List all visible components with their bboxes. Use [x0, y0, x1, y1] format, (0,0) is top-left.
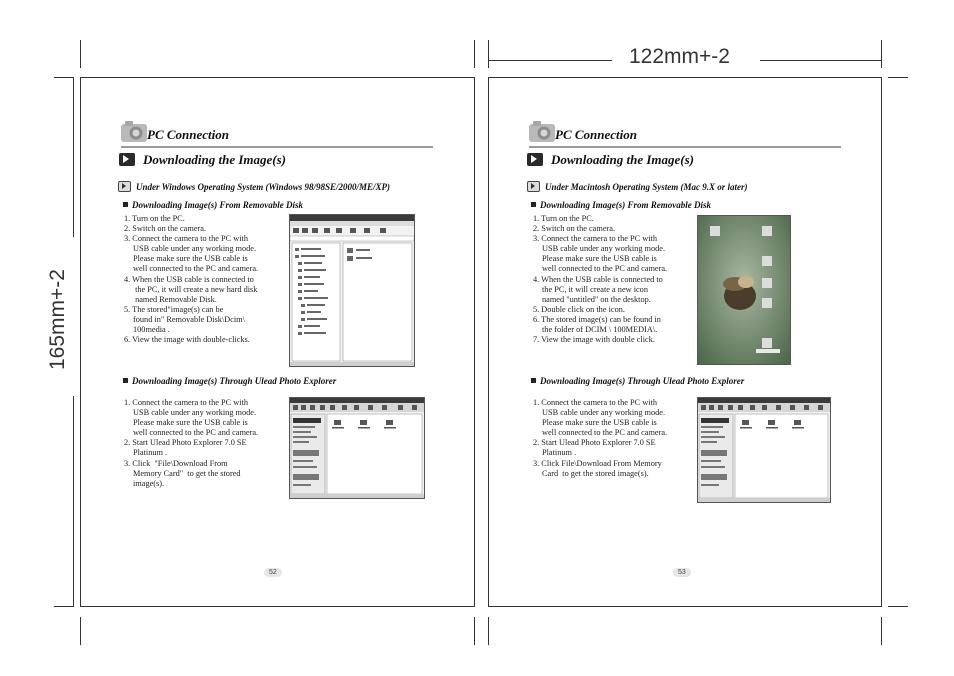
part1-title [123, 200, 303, 210]
page-heading: Downloading the Image(s) [143, 152, 287, 167]
height-dimension-label: 165mm+-2 [46, 269, 69, 370]
camera-icon [529, 120, 555, 142]
list-item: 2. Switch on the camera. [533, 224, 616, 234]
crop-mark [80, 40, 81, 68]
square-bullet-icon [531, 202, 536, 207]
width-dimension-label: 122mm+-2 [629, 45, 730, 68]
part2-steps [533, 398, 695, 479]
section-title: PC Connection [555, 127, 637, 142]
crop-mark [881, 40, 882, 68]
crop-mark [80, 617, 81, 645]
square-bullet-icon [123, 378, 128, 383]
section-title: PC Connection [147, 127, 229, 142]
width-dimension-line-left [488, 60, 612, 61]
windows-explorer-graphic [290, 215, 414, 366]
list-item: 3. Connect the camera to the PC with USB cable under any working mode. Please make sure the USB cable is well connected to the PC and camera. [124, 234, 259, 274]
part1-title-text: Downloading Image(s) From Removable Disk [132, 200, 304, 210]
height-dimension-line-top [73, 77, 74, 237]
ulead-photo-explorer-screenshot [697, 397, 831, 503]
crop-mark [881, 617, 882, 645]
crop-mark [888, 77, 908, 78]
part1-steps [533, 214, 695, 345]
crop-mark [888, 606, 908, 607]
list-item: 4. When the USB cable is connected to the PC, it will create a new icon named "untitled" on the desktop. [533, 274, 663, 304]
mac-desktop-graphic [698, 216, 790, 364]
part1-title [531, 200, 711, 210]
crop-mark [54, 606, 74, 607]
list-item: 5. The stored"image(s) can be found in" Removable Disk\Dcim\ 100media . [124, 304, 245, 335]
section-rule [529, 146, 841, 148]
list-item: 5. Double click on the icon. [533, 304, 625, 314]
list-item: 2. Start Ulead Photo Explorer 7.0 SE Platinum . [533, 438, 656, 458]
square-bullet-icon [531, 378, 536, 383]
part1-steps [124, 214, 286, 345]
list-item: 6. The stored image(s) can be found in the folder of DCIM \ 100MEDIA\. [533, 314, 661, 335]
ulead-photo-explorer-screenshot [289, 397, 425, 499]
windows-explorer-screenshot [289, 214, 415, 367]
list-item: 3. Connect the camera to the PC with USB cable under any working mode. Please make sure the USB cable is well connected to the PC and camera. [533, 234, 668, 274]
list-item: 1. Connect the camera to the PC with USB cable under any working mode. Please make sure the USB cable is well connected to the PC and camera. [533, 398, 668, 438]
os-subtitle: Under Macintosh Operating System (Mac 9.X or later) [545, 182, 748, 192]
width-dimension-line-right [760, 60, 881, 61]
list-item: 1. Turn on the PC. [124, 214, 185, 223]
crop-mark [474, 40, 475, 68]
page-number: 52 [264, 568, 282, 577]
list-item: 7. View the image with double click. [533, 335, 655, 345]
list-item: 3. Click "File\Download From Memory Card" to get the stored image(s). [124, 458, 241, 488]
crop-mark [488, 617, 489, 645]
ulead-window-graphic [698, 398, 830, 502]
list-item: 2. Switch on the camera. [124, 224, 207, 234]
chevron-right-icon [527, 181, 540, 192]
part2-title [531, 376, 744, 386]
list-item: 2. Start Ulead Photo Explorer 7.0 SE Platinum . [124, 438, 247, 458]
square-bullet-icon [123, 202, 128, 207]
part2-title [123, 376, 336, 386]
camera-icon [121, 120, 147, 142]
list-item: 3. Click File\Download From Memory Card to get the stored image(s). [533, 458, 662, 478]
list-item: 1. Turn on the PC. [533, 214, 594, 223]
list-item: 6. View the image with double-clicks. [124, 335, 250, 345]
mac-desktop-screenshot [697, 215, 791, 365]
part1-title-text: Downloading Image(s) From Removable Disk [540, 200, 712, 210]
ulead-window-graphic [290, 398, 424, 498]
crop-mark [474, 617, 475, 645]
chevron-right-icon [119, 153, 135, 166]
crop-mark [54, 77, 74, 78]
part2-title-text: Downloading Image(s) Through Ulead Photo Explorer [132, 376, 337, 386]
page-number: 53 [673, 568, 691, 577]
part2-title-text: Downloading Image(s) Through Ulead Photo Explorer [540, 376, 745, 386]
list-item: 4. When the USB cable is connected to the PC, it will create a new hard disk named Removable Disk. [124, 274, 258, 304]
list-item: 1. Connect the camera to the PC with USB cable under any working mode. Please make sure the USB cable is well connected to the PC and camera. [124, 398, 259, 438]
crop-mark [488, 40, 489, 68]
chevron-right-icon [527, 153, 543, 166]
page-heading: Downloading the Image(s) [551, 152, 695, 167]
part2-steps [124, 398, 286, 489]
chevron-right-icon [118, 181, 131, 192]
os-subtitle: Under Windows Operating System (Windows 98/98SE/2000/ME/XP) [136, 182, 390, 192]
section-rule [121, 146, 433, 148]
height-dimension-line-bottom [73, 396, 74, 606]
